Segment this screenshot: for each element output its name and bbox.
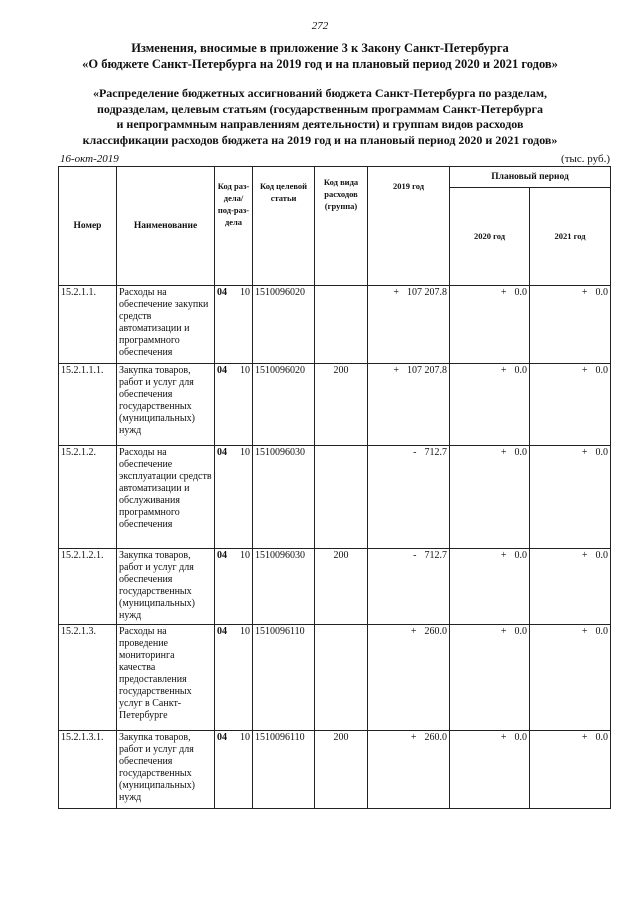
- header-razdel: [215, 167, 253, 286]
- subtitle-line-4: классификации расходов бюджета на 2019 год и на плановый период 2020 и 2021 годов»: [82, 132, 558, 147]
- table-row: [59, 731, 611, 809]
- row-name: Закупка товаров, работ и услуг для обеспечения государственных (муниципальных) нужд: [117, 549, 215, 625]
- amount-sign: +: [581, 550, 588, 561]
- row-number: 15.2.1.2.: [59, 446, 117, 549]
- amount-sign: +: [581, 626, 588, 637]
- amount-value: 0.0: [514, 732, 528, 743]
- budget-table: [58, 166, 611, 809]
- row-podrazdel: 10: [234, 731, 253, 809]
- amount-sign: +: [410, 732, 417, 743]
- amount-sign: +: [500, 365, 507, 376]
- amount-value: 0.0: [595, 626, 609, 637]
- amount-value: 712.7: [424, 447, 448, 458]
- table-row: [59, 625, 611, 731]
- row-amount-2020: [450, 446, 530, 549]
- table-row: [59, 549, 611, 625]
- row-amount-2019: [368, 549, 450, 625]
- amount-value: 0.0: [595, 550, 609, 561]
- amount-value: 712.7: [424, 550, 448, 561]
- header-vr: [315, 167, 368, 286]
- amount-value: 0.0: [514, 626, 528, 637]
- table-row: [59, 286, 611, 364]
- row-podrazdel: 10: [234, 625, 253, 731]
- row-amount-2019: [368, 731, 450, 809]
- row-amount-2020: [450, 731, 530, 809]
- amount-sign: +: [500, 626, 507, 637]
- row-target-code: 1510096030: [253, 446, 315, 549]
- row-target-code: 1510096110: [253, 625, 315, 731]
- row-razdel: 04: [215, 364, 234, 446]
- amount-value: 0.0: [595, 287, 609, 298]
- document-date: 16-окт-2019: [60, 153, 119, 165]
- row-number: 15.2.1.2.1.: [59, 549, 117, 625]
- amount-value: 0.0: [514, 550, 528, 561]
- row-name: Закупка товаров, работ и услуг для обеспечения государственных (муниципальных) нужд: [117, 364, 215, 446]
- header-razdel-text: Код раз-дела/ под-раз-дела: [217, 181, 250, 227]
- row-razdel: 04: [215, 446, 234, 549]
- row-amount-2019: [368, 446, 450, 549]
- row-amount-2021: [530, 731, 611, 809]
- row-expense-type: 200: [315, 549, 368, 625]
- page-number: 272: [311, 20, 329, 32]
- document-subtitle: [30, 86, 610, 148]
- amount-value: 0.0: [514, 287, 528, 298]
- table-row: [59, 446, 611, 549]
- amount-value: 0.0: [514, 447, 528, 458]
- row-razdel: 04: [215, 549, 234, 625]
- row-amount-2021: [530, 549, 611, 625]
- amount-value: 0.0: [595, 447, 609, 458]
- row-number: 15.2.1.1.1.: [59, 364, 117, 446]
- units-label: (тыс. руб.): [561, 153, 610, 165]
- row-expense-type: [315, 625, 368, 731]
- row-expense-type: [315, 446, 368, 549]
- amount-sign: -: [413, 550, 417, 561]
- row-amount-2020: [450, 286, 530, 364]
- amount-value: 0.0: [514, 365, 528, 376]
- header-cs: [253, 167, 315, 286]
- row-expense-type: [315, 286, 368, 364]
- row-amount-2019: [368, 625, 450, 731]
- title-line-2: «О бюджете Санкт-Петербурга на 2019 год и на плановый период 2020 и 2021 годов»: [82, 57, 558, 71]
- subtitle-line-1: «Распределение бюджетных ассигнований бюджета Санкт-Петербурга по разделам,: [92, 86, 548, 100]
- amount-sign: +: [581, 365, 588, 376]
- amount-sign: +: [500, 732, 507, 743]
- header-2020-text: 2020 год: [473, 230, 506, 241]
- amount-sign: +: [500, 550, 507, 561]
- header-2020: [450, 188, 530, 286]
- row-amount-2019: [368, 364, 450, 446]
- subtitle-line-2: подразделам, целевым статьям (государственным программам Санкт-Петербурга: [97, 101, 543, 116]
- row-name: Расходы на обеспечение закупки средств автоматизации и программного обеспечения: [117, 286, 215, 364]
- row-number: 15.2.1.3.: [59, 625, 117, 731]
- amount-sign: +: [500, 447, 507, 458]
- row-amount-2020: [450, 625, 530, 731]
- row-razdel: 04: [215, 286, 234, 364]
- row-amount-2021: [530, 446, 611, 549]
- amount-value: 260.0: [424, 732, 448, 743]
- amount-sign: +: [581, 732, 588, 743]
- header-2021-text: 2021 год: [554, 230, 586, 241]
- amount-value: 107 207.8: [407, 287, 448, 298]
- row-number: 15.2.1.1.: [59, 286, 117, 364]
- header-planned: Плановый период: [450, 167, 611, 188]
- row-name: Расходы на обеспечение эксплуатации средств автоматизации и обслуживания программного обеспечения: [117, 446, 215, 549]
- row-target-code: 1510096020: [253, 364, 315, 446]
- row-razdel: 04: [215, 731, 234, 809]
- amount-value: 260.0: [424, 626, 448, 637]
- row-expense-type: 200: [315, 364, 368, 446]
- amount-sign: +: [393, 365, 400, 376]
- amount-value: 0.0: [595, 732, 609, 743]
- row-target-code: 1510096030: [253, 549, 315, 625]
- row-razdel: 04: [215, 625, 234, 731]
- row-podrazdel: 10: [234, 549, 253, 625]
- amount-sign: -: [413, 447, 417, 458]
- row-amount-2019: [368, 286, 450, 364]
- amount-sign: +: [500, 287, 507, 298]
- row-amount-2020: [450, 549, 530, 625]
- row-name: Закупка товаров, работ и услуг для обеспечения государственных (муниципальных) нужд: [117, 731, 215, 809]
- row-amount-2020: [450, 364, 530, 446]
- header-cs-text: Код целевой статьи: [259, 181, 308, 203]
- row-expense-type: 200: [315, 731, 368, 809]
- amount-value: 0.0: [595, 365, 609, 376]
- row-number: 15.2.1.3.1.: [59, 731, 117, 809]
- table-row: [59, 364, 611, 446]
- subtitle-line-3: и непрограммным направлениям деятельности) и группам видов расходов: [116, 117, 524, 131]
- title-line-1: Изменения, вносимые в приложение 3 к Закону Санкт-Петербурга: [131, 41, 509, 55]
- row-podrazdel: 10: [234, 286, 253, 364]
- amount-value: 107 207.8: [407, 365, 448, 376]
- amount-sign: +: [581, 447, 588, 458]
- header-2021: [530, 188, 611, 286]
- row-amount-2021: [530, 364, 611, 446]
- amount-sign: +: [581, 287, 588, 298]
- row-amount-2021: [530, 286, 611, 364]
- document-title: [30, 40, 610, 72]
- row-name: Расходы на проведение мониторинга качества предоставления государственных услуг в Санкт-Петербурге: [117, 625, 215, 731]
- row-podrazdel: 10: [234, 364, 253, 446]
- row-target-code: 1510096020: [253, 286, 315, 364]
- header-vr-text: Код вида расходов (группа): [323, 177, 359, 211]
- header-name: Наименование: [117, 167, 215, 286]
- header-2019-text: 2019 год: [392, 181, 425, 191]
- amount-sign: +: [410, 626, 417, 637]
- header-2019: [368, 167, 450, 286]
- row-podrazdel: 10: [234, 446, 253, 549]
- amount-sign: +: [393, 287, 400, 298]
- row-target-code: 1510096110: [253, 731, 315, 809]
- header-number: Номер: [59, 167, 117, 286]
- row-amount-2021: [530, 625, 611, 731]
